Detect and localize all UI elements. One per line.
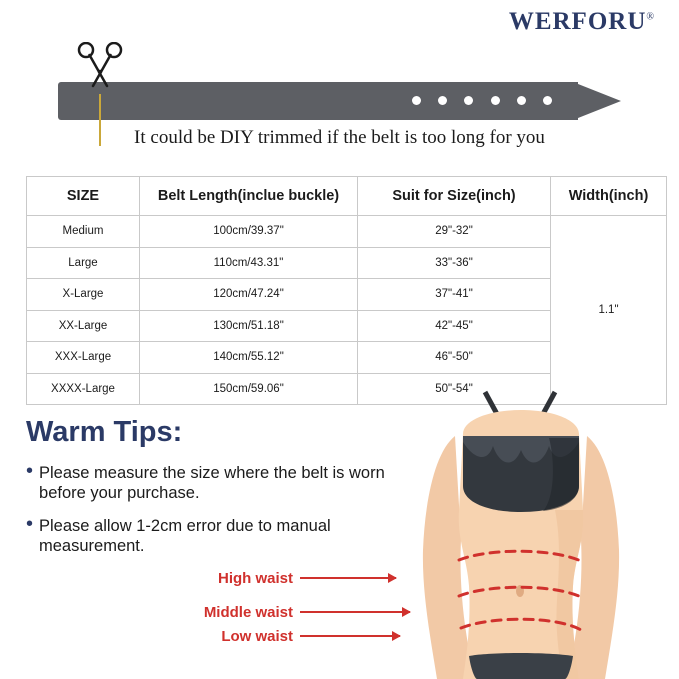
- cell-suit: 37"-41": [358, 279, 551, 311]
- header-width: Width(inch): [551, 177, 667, 216]
- belt-hole: [491, 96, 500, 105]
- cell-suit: 46"-50": [358, 342, 551, 374]
- brand-logo: [509, 8, 655, 36]
- tip-text: Please measure the size where the belt is worn before your purchase.: [39, 464, 385, 502]
- cell-size: Medium: [27, 216, 140, 248]
- size-table: [26, 176, 667, 405]
- warm-tips-section: [26, 416, 386, 569]
- cell-length: 100cm/39.37": [140, 216, 358, 248]
- cell-suit: 50"-54": [358, 373, 551, 405]
- size-table-wrapper: [26, 176, 654, 405]
- high-waist-label: High waist: [217, 570, 293, 587]
- belt-holes: [412, 96, 552, 106]
- cell-length: 150cm/59.06": [140, 373, 358, 405]
- registered-mark: ®: [646, 11, 655, 23]
- header-suit-for-size: Suit for Size(inch): [358, 177, 551, 216]
- brand-name: WERFORU: [508, 8, 647, 35]
- cell-size: XXXX-Large: [27, 373, 140, 405]
- cell-length: 110cm/43.31": [140, 247, 358, 279]
- warm-tips-title: Warm Tips:: [26, 416, 183, 448]
- cell-size: X-Large: [27, 279, 140, 311]
- high-waist-arrow-icon: [300, 577, 396, 579]
- belt-hole: [438, 96, 447, 105]
- female-torso-illustration: [359, 390, 679, 679]
- tip-item: [26, 513, 386, 556]
- belt-hole: [517, 96, 526, 105]
- belt-hole: [412, 96, 421, 105]
- tip-text: Please allow 1-2cm error due to manual measurement.: [39, 517, 331, 555]
- cell-length: 120cm/47.24": [140, 279, 358, 311]
- cell-suit: 42"-45": [358, 310, 551, 342]
- middle-waist-label: Middle waist: [203, 604, 293, 621]
- cell-suit: 33"-36": [358, 247, 551, 279]
- low-waist-label: Low waist: [221, 628, 293, 645]
- low-waist-arrow-icon: [300, 635, 400, 637]
- table-row: [27, 216, 667, 248]
- cell-size: XX-Large: [27, 310, 140, 342]
- cell-length: 130cm/51.18": [140, 310, 358, 342]
- cell-width: 1.1": [551, 216, 667, 405]
- cell-suit: 29"-32": [358, 216, 551, 248]
- cell-length: 140cm/55.12": [140, 342, 358, 374]
- diy-caption: It could be DIY trimmed if the belt is too long for you: [134, 127, 545, 148]
- cell-size: Large: [27, 247, 140, 279]
- header-size: SIZE: [27, 177, 140, 216]
- bullet-icon: •: [26, 513, 34, 535]
- tip-item: [26, 460, 386, 503]
- middle-waist-arrow-icon: [300, 611, 410, 613]
- belt-tip: [573, 82, 621, 120]
- bullet-icon: •: [26, 460, 34, 482]
- belt-hole: [543, 96, 552, 105]
- table-header-row: [27, 177, 667, 216]
- header-belt-length: Belt Length(inclue buckle): [140, 177, 358, 216]
- scissors-icon: [74, 42, 128, 90]
- belt-hole: [464, 96, 473, 105]
- cell-size: XXX-Large: [27, 342, 140, 374]
